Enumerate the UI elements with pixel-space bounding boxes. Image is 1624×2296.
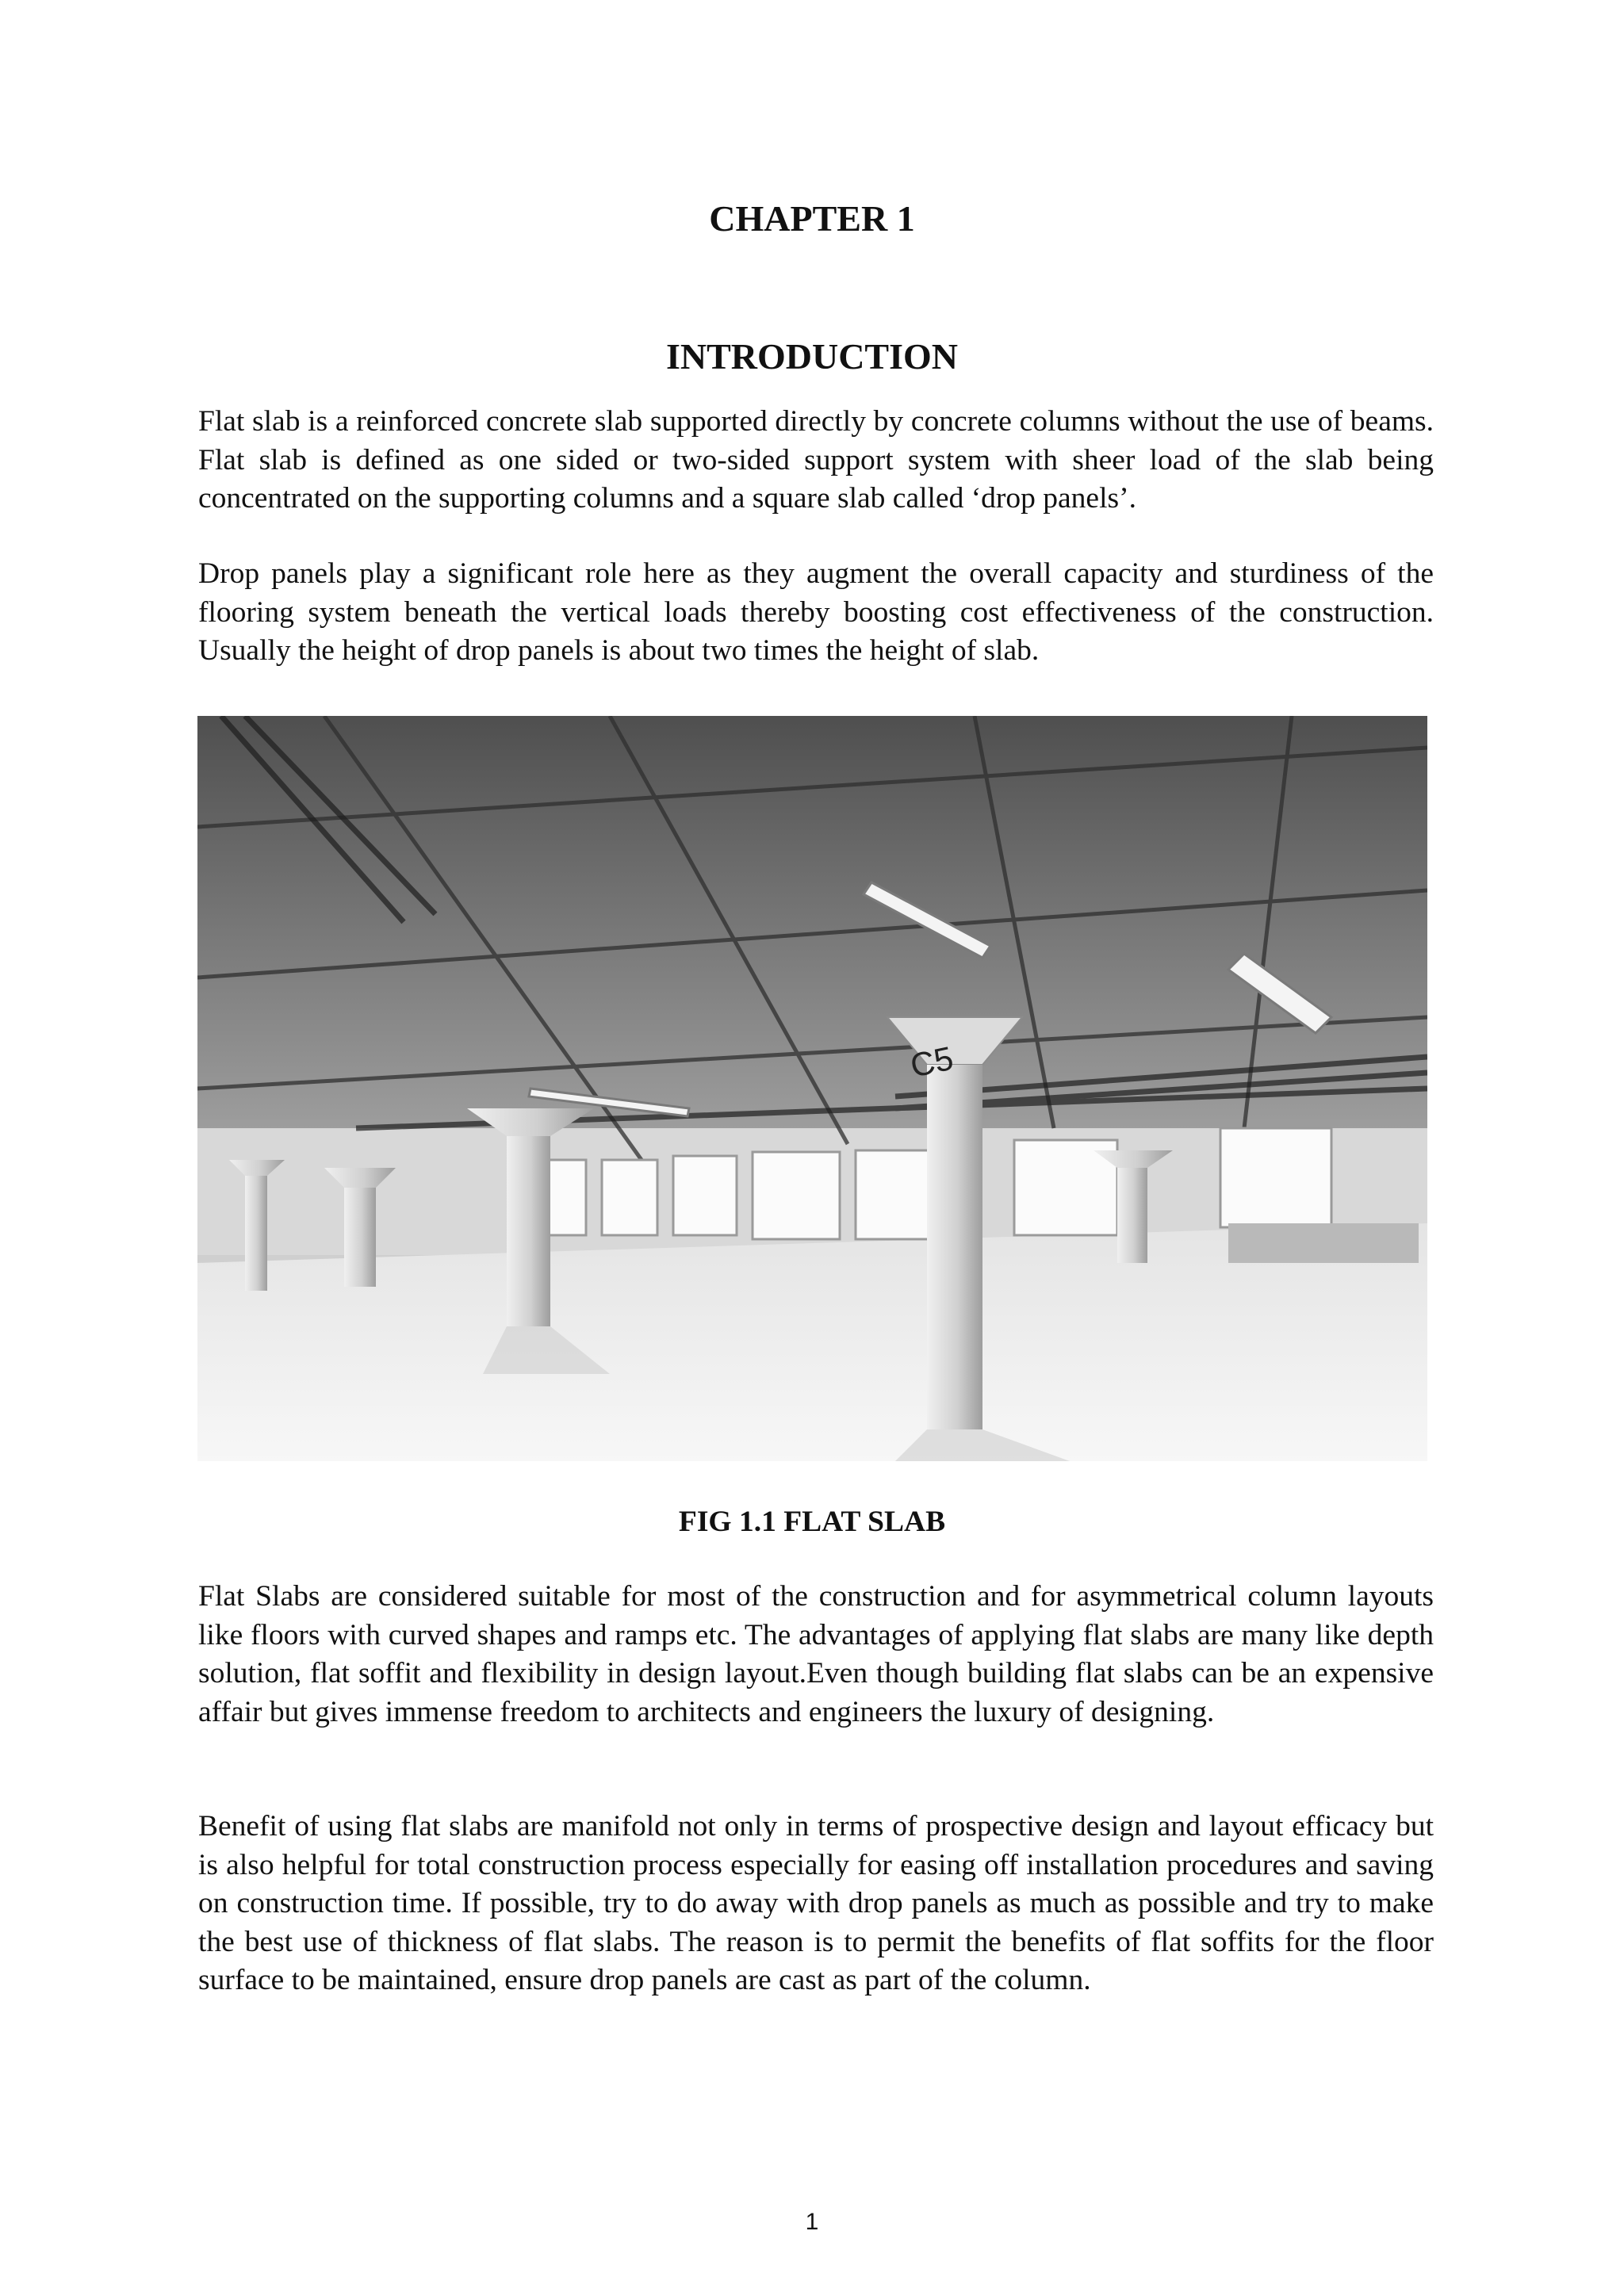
paragraph-drop-panels: Drop panels play a significant role here as they augment the overall capacity and sturdiness of the flooring system beneath the vertical loads thereby boosting cost effectiveness of the construction. Usually the height of drop panels is about two times the height of slab. bbox=[198, 557, 1434, 667]
flat-slab-photo bbox=[197, 716, 1427, 1461]
paragraph-benefits: Benefit of using flat slabs are manifold not only in terms of prospective design and layout efficacy but is also helpful for total construction process especially for easing off installation procedures and saving on construction time. If possible, try to do away with drop panels as much as possible and try to make the best use of thickness of flat slabs. The reason is to permit the benefits of flat soffits for the floor surface to be maintained, ensure drop panels are cast as part of the column. bbox=[198, 1810, 1434, 1996]
column-marking: C5 bbox=[906, 1039, 957, 1085]
page-number: 1 bbox=[805, 2209, 819, 2235]
paragraph-flat-slab-definition: Flat slab is a reinforced concrete slab supported directly by concrete columns without the use of beams. Flat slab is defined as one sided or two-sided support system with sheer load of the slab being concentrated on the supporting columns and a square slab called ‘drop panels’. bbox=[198, 405, 1434, 515]
chapter-heading: CHAPTER 1 bbox=[709, 198, 915, 239]
paragraph-suitability: Flat Slabs are considered suitable for most of the construction and for asymmetrical column layouts like floors with curved shapes and ramps etc. The advantages of applying flat slabs are many like depth solution, flat soffit and flexibility in design layout.Even though building flat slabs can be an expensive affair but gives immense freedom to architects and engineers the luxury of designing. bbox=[198, 1580, 1434, 1728]
figure-caption: FIG 1.1 FLAT SLAB bbox=[678, 1506, 946, 1538]
section-title: INTRODUCTION bbox=[665, 336, 959, 377]
